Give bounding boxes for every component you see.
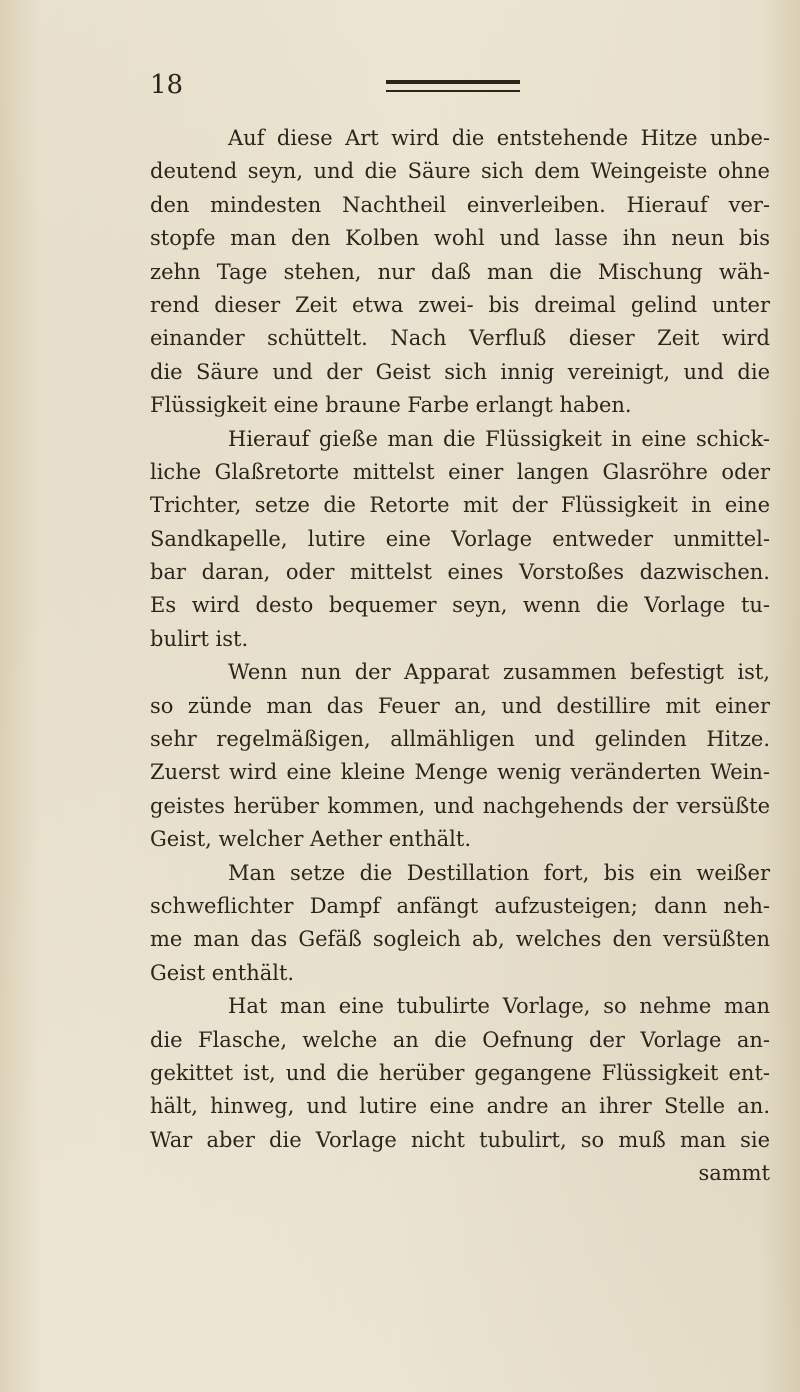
text-line: die Flasche, welche an die Oefnung der Vorlage an-: [150, 1027, 770, 1052]
text-line: Trichter, setze die Retorte mit der Flüssigkeit in eine: [150, 493, 770, 518]
text-line: hält, hinweg, und lutire eine andre an ihrer Stelle an.: [150, 1094, 770, 1119]
catchword: sammt: [698, 1161, 770, 1186]
text-line: den mindesten Nachtheil einverleiben. Hierauf ver-: [150, 192, 770, 217]
text-line: so zünde man das Feuer an, und destillire mit einer: [150, 693, 770, 718]
text-line: einander schüttelt. Nach Verfluß dieser Zeit wird: [150, 326, 770, 351]
text-line: Auf diese Art wird die entstehende Hitze unbe-: [228, 126, 770, 150]
header-rule-thin: [386, 90, 520, 92]
text-line: Wenn nun der Apparat zusammen befestigt ist,: [228, 660, 770, 685]
text-line: Geist enthält.: [150, 960, 295, 985]
text-line: deutend seyn, und die Säure sich dem Weingeiste ohne: [150, 159, 770, 184]
text-line: sehr regelmäßigen, allmähligen und gelinden Hitze.: [150, 727, 770, 752]
text-line: rend dieser Zeit etwa zwei- bis dreimal gelind unter: [150, 292, 770, 317]
text-line: Flüssigkeit eine braune Farbe erlangt haben.: [150, 393, 632, 418]
text-line: Hierauf gieße man die Flüssigkeit in eine schick-: [228, 426, 770, 451]
text-line: Es wird desto bequemer seyn, wenn die Vorlage tu-: [150, 593, 770, 618]
text-line: geistes herüber kommen, und nachgehends der versüßte: [150, 793, 770, 818]
text-line: Sandkapelle, lutire eine Vorlage entweder unmittel-: [150, 526, 770, 551]
text-line: liche Glaßretorte mittelst einer langen Glasröhre oder: [150, 459, 770, 484]
text-line: bulirt ist.: [150, 626, 249, 651]
text-line: schweflichter Dampf anfängt aufzusteigen; dann neh-: [150, 893, 770, 918]
header-rule: [386, 80, 520, 84]
text-line: Geist, welcher Aether enthält.: [150, 827, 471, 852]
page-number: 18: [150, 70, 184, 100]
text-line: Zuerst wird eine kleine Menge wenig veränderten Wein-: [150, 760, 770, 785]
body-text: [150, 122, 770, 1191]
text-line: gekittet ist, und die herüber gegangene Flüssigkeit ent-: [150, 1060, 770, 1085]
text-line: War aber die Vorlage nicht tubulirt, so muß man sie: [150, 1127, 770, 1152]
text-line: me man das Gefäß sogleich ab, welches den versüßten: [150, 927, 770, 952]
text-line: stopfe man den Kolben wohl und lasse ihn neun bis: [150, 226, 770, 251]
text-line: die Säure und der Geist sich innig vereinigt, und die: [150, 359, 770, 384]
text-line: Hat man eine tubulirte Vorlage, so nehme man: [228, 994, 770, 1019]
text-line: bar daran, oder mittelst eines Vorstoßes dazwischen.: [150, 560, 770, 585]
text-line: Man setze die Destillation fort, bis ein weißer: [228, 860, 770, 885]
text-line: zehn Tage stehen, nur daß man die Mischung wäh-: [150, 259, 770, 284]
